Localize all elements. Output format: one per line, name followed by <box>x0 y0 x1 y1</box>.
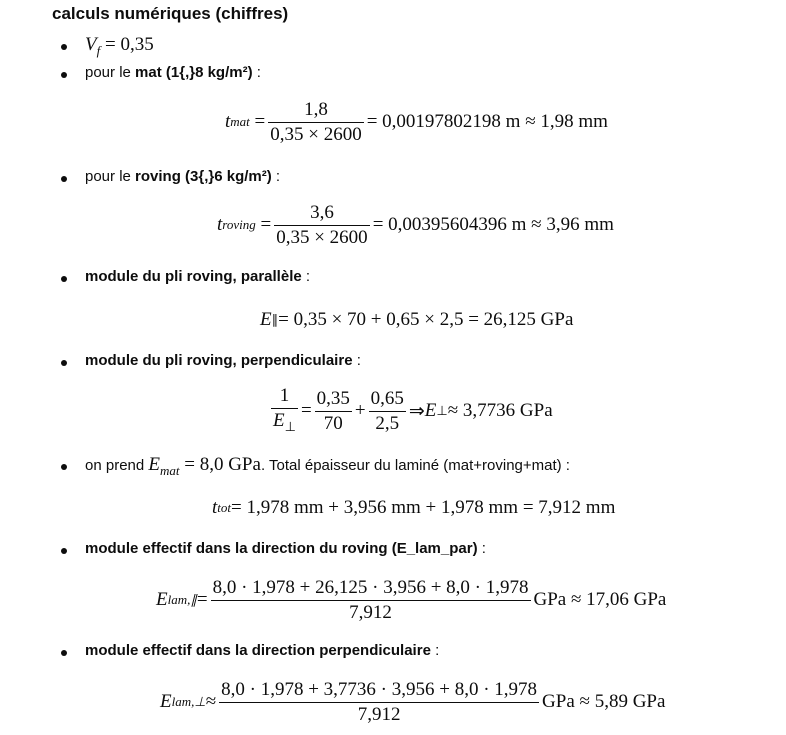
parallel-modulus-equation: E ∥ = 0,35 × 70 + 0,65 × 2,5 = 26,125 GPa <box>260 309 574 330</box>
section-heading: calculs numériques (chiffres) <box>52 4 289 23</box>
mat-thickness-equation: t mat = $\frac{1,8}{0,35 \times 2600}$ = 0,00197802198 m ≈ 1,98 mm <box>225 98 608 145</box>
vf-formula: $V_f = 0,35$ <box>85 34 154 58</box>
bullet <box>61 650 67 656</box>
total-thickness-equation: t tot = 1,978 mm + 3,956 mm + 1,978 mm = 7,912 mm <box>212 497 616 518</box>
perpendicular-modulus-equation: $\frac{1}{E_\perp}$ = $\frac{0,35}{70}$ + $\frac{0,65}{2,5}$ ⇒ E ⊥ ≈ 3,7736 GPa <box>273 384 553 434</box>
parallel-modulus-label: module du pli roving, parallèle : <box>85 268 311 285</box>
elam-par-label: module effectif dans la direction du roving (E_lam_par) : <box>85 540 486 557</box>
elam-perp-label: module effectif dans la direction perpendiculaire : <box>85 642 440 659</box>
mat-item-text: pour le mat (1{,}8 kg/m²) : <box>85 64 261 81</box>
bullet <box>61 176 67 182</box>
onprend-item-text: on prend $E_{mat} = 8,0$ GPa. Total épaisseur du laminé (mat+roving+mat) : <box>85 454 570 478</box>
elam-par-equation: E lam,∥ = $\frac{8,0 \cdot 1,978 + 26,125 \cdot 3,956 + 8,0 \cdot 1,978}{7,912}$ GPa ≈ 17,06 GPa <box>156 576 667 623</box>
bullet <box>61 464 67 470</box>
bullet <box>61 44 67 50</box>
roving-item-text: pour le roving (3{,}6 kg/m²) : <box>85 168 281 185</box>
roving-thickness-equation: t roving = $\frac{3,6}{0,35 \times 2600}$ = 0,00395604396 m ≈ 3,96 mm <box>217 201 614 248</box>
perpendicular-modulus-label: module du pli roving, perpendiculaire : <box>85 352 361 369</box>
bullet <box>61 548 67 554</box>
elam-perp-equation: E lam,⊥ ≈ $\frac{8,0 \cdot 1,978 + 3,7736 \cdot 3,956 + 8,0 \cdot 1,978}{7,912}$ GPa ≈ 5,89 GPa <box>160 678 666 725</box>
bullet <box>61 72 67 78</box>
bullet <box>61 276 67 282</box>
bullet <box>61 360 67 366</box>
